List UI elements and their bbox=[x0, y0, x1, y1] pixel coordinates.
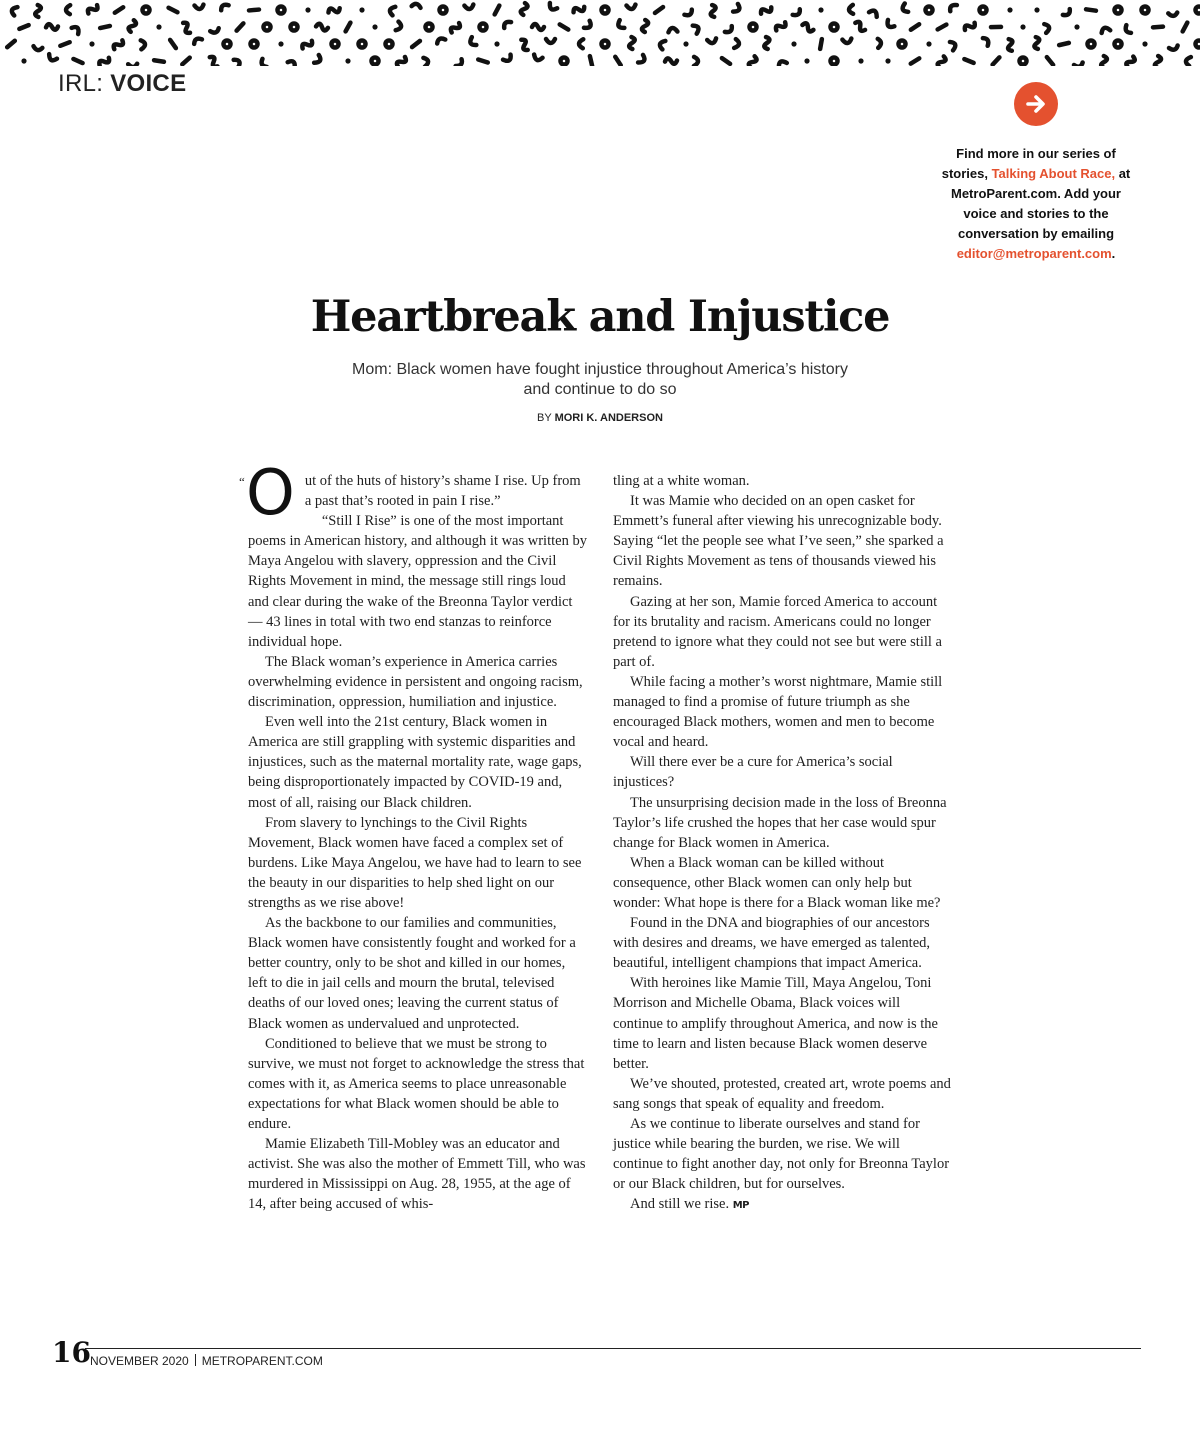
paragraph: Mamie Elizabeth Till-Mobley was an educator and activist. She was also the mother of Emmett Till, who was murdered in Mississippi on Aug. 28, 1955, at the age of 14, after being accused of whis- bbox=[248, 1136, 586, 1213]
pattern-banner bbox=[0, 0, 1200, 66]
section-prefix: IRL: bbox=[58, 70, 104, 97]
paragraph: With heroines like Mamie Till, Maya Angelou, Toni Morrison and Michelle Obama, Black voices will continue to amplify throughout America, and now is the time to learn and listen because Black women deserve better. bbox=[613, 975, 938, 1072]
paragraph: Out of the huts of history’s shame I rise. Up from a past that’s rooted in pain I rise.” bbox=[246, 456, 581, 529]
paragraph: As the backbone to our families and communities, Black women have consistently fought and worked for a better country, only to be shot and killed in our homes, left to die in jail cells and mourn the brutal, televised deaths of our loved ones; leaving the current status of Black women as undervalued and unprotected. bbox=[248, 915, 576, 1032]
paragraph: We’ve shouted, protested, created art, wrote poems and sang songs that speak of equality and freedom. bbox=[613, 1075, 951, 1112]
footer-info bbox=[90, 1354, 323, 1368]
paragraph: “Still I Rise” is one of the most important poems in American history, and although it was written by Maya Angelou with slavery, oppression and the Civil Rights Movement in mind, the message still rings loud and clear during the wake of the Breonna Taylor verdict — 43 lines in total with two end stanzas to reinforce individual hope. bbox=[248, 513, 587, 650]
section-label bbox=[58, 70, 186, 98]
paragraph: And still we rise. MP bbox=[630, 1196, 749, 1213]
paragraph: Gazing at her son, Mamie forced America to account for its brutality and racism. Americans could no longer pretend to ignore what they could not see but were still a part of. bbox=[613, 593, 942, 670]
drop-cap: O bbox=[246, 456, 295, 529]
article-column-right bbox=[613, 471, 953, 1216]
page-number: 16 bbox=[52, 1336, 91, 1369]
series-callout bbox=[936, 82, 1136, 264]
paragraph: Conditioned to believe that we must be strong to survive, we must not forget to acknowledge the stress that comes with it, as America seems to place unreasonable expectations for what Black women should be able to endure. bbox=[248, 1035, 585, 1132]
article-dek: Mom: Black women have fought injustice throughout America’s history and continue to do so bbox=[352, 361, 848, 398]
paragraph: The Black woman’s experience in America carries overwhelming evidence in persistent and ongoing racism, discrimination, oppression, humiliation and injustice. bbox=[248, 653, 583, 711]
issue-date: NOVEMBER 2020 bbox=[90, 1354, 189, 1368]
paragraph: As we continue to liberate ourselves and stand for justice while bearing the burden, we rise. We will continue to fight another day, not only for Breonna Taylor or our Black children, but for ourselves. bbox=[613, 1116, 950, 1193]
author-name: MORI K. ANDERSON bbox=[554, 412, 663, 424]
paragraph: Found in the DNA and biographies of our ancestors with desires and dreams, we have emerged as talented, beautiful, intelligent champions that impact America. bbox=[613, 915, 931, 972]
end-mark: MP bbox=[732, 1200, 749, 1212]
paragraph: From slavery to lynchings to the Civil Rights Movement, Black women have faced a complex set of burdens. Like Maya Angelou, we have had to learn to see the beauty in our disparities to help shed light on our strengths as we rise above! bbox=[248, 814, 582, 911]
section-name: VOICE bbox=[110, 70, 187, 97]
paragraph: While facing a mother’s worst nightmare, Mamie still managed to find a promise of future triumph as she encouraged Black mothers, women and men to become vocal and heard. bbox=[613, 673, 943, 751]
footer-rule bbox=[85, 1348, 1141, 1349]
footer-separator bbox=[195, 1354, 196, 1366]
site-name: METROPARENT.COM bbox=[201, 1354, 323, 1368]
byline: BY MORI K. ANDERSON bbox=[537, 412, 663, 424]
arrow-right-icon[interactable] bbox=[1014, 82, 1058, 126]
paragraph: When a Black woman can be killed without consequence, other Black women can only help but wonder: What hope is there for a Black woman like me? bbox=[613, 854, 941, 911]
open-quote: “ bbox=[239, 474, 245, 489]
article-title: Heartbreak and Injustice bbox=[310, 292, 890, 342]
paragraph: It was Mamie who decided on an open casket for Emmett’s funeral after viewing his unrecognizable body. Saying “let the people see what I’ve seen,” she sparked a Civil Rights Movement as tens of thousands viewed his remains. bbox=[613, 493, 944, 590]
paragraph: The unsurprising decision made in the loss of Breonna Taylor’s life crushed the hopes that her case would spur change for Black women in America. bbox=[613, 794, 947, 851]
series-link[interactable]: Talking About Race, bbox=[991, 166, 1116, 181]
callout-text: Find more in our series of stories, Talking About Race, at MetroParent.com. Add your voice and stories to the conversation by emailing editor@metroparent.com. bbox=[941, 146, 1131, 261]
paragraph: Even well into the 21st century, Black women in America are still grappling with systemic disparities and injustices, such as the maternal mortality rate, wage gaps, being disproportionately impacted by COVID-19 and, most of all, raising our Black children. bbox=[248, 714, 582, 811]
paragraph: tling at a white woman. bbox=[613, 473, 750, 489]
article-column-left bbox=[239, 456, 588, 1214]
paragraph: Will there ever be a cure for America’s social injustices? bbox=[613, 754, 893, 791]
email-link[interactable]: editor@metroparent.com bbox=[956, 246, 1112, 261]
